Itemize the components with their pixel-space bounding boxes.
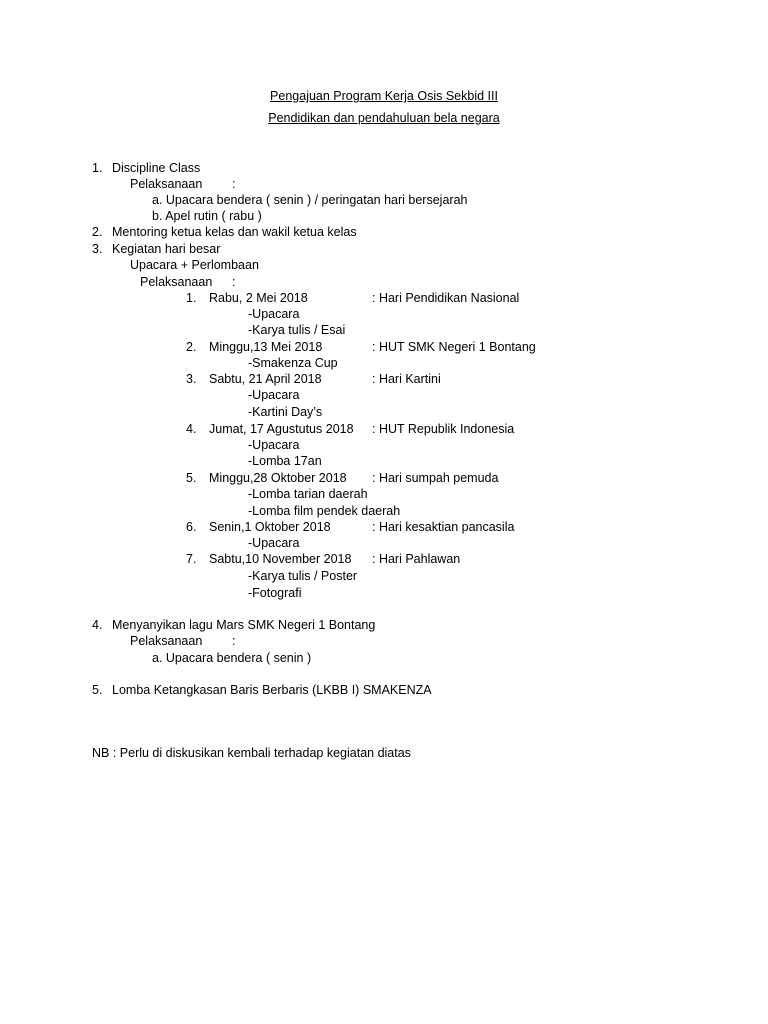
document-subtitle: Pendidikan dan pendahuluan bela negara <box>268 111 500 125</box>
section-4-colon: : <box>232 634 236 648</box>
event-3-date: Sabtu, 21 April 2018 <box>209 372 322 386</box>
event-6-number: 6. <box>186 520 197 534</box>
event-3-activity-1: -Upacara <box>248 388 300 402</box>
section-3-subtitle: Upacara + Perlombaan <box>130 258 259 272</box>
section-3-colon: : <box>232 275 236 289</box>
section-4-item-a: a. Upacara bendera ( senin ) <box>152 651 312 665</box>
section-2-title: Mentoring ketua kelas dan wakil ketua kelas <box>112 225 357 239</box>
event-7-number: 7. <box>186 552 197 566</box>
event-3-activity-2: -Kartini Day’s <box>248 405 323 419</box>
event-3-number: 3. <box>186 372 197 386</box>
event-5-activity-2: -Lomba film pendek daerah <box>248 504 401 518</box>
event-2-date: Minggu,13 Mei 2018 <box>209 340 323 354</box>
event-1-activity-2: -Karya tulis / Esai <box>248 323 346 337</box>
section-4-title: Menyanyikan lagu Mars SMK Negeri 1 Bontang <box>112 618 376 632</box>
event-5-number: 5. <box>186 471 197 485</box>
section-3-label: Pelaksanaan <box>140 275 213 289</box>
section-4-label: Pelaksanaan <box>130 634 203 648</box>
event-5-description: : Hari sumpah pemuda <box>372 471 499 485</box>
section-5-number: 5. <box>92 683 103 697</box>
section-1-title: Discipline Class <box>112 161 201 175</box>
event-1-description: : Hari Pendidikan Nasional <box>372 291 520 305</box>
section-1-colon: : <box>232 177 236 191</box>
closing-note: NB : Perlu di diskusikan kembali terhadap kegiatan diatas <box>92 746 411 760</box>
event-4-description: : HUT Republik Indonesia <box>372 422 515 436</box>
event-7-description: : Hari Pahlawan <box>372 552 461 566</box>
document-title: Pengajuan Program Kerja Osis Sekbid III <box>270 89 498 103</box>
section-1-item-b: b. Apel rutin ( rabu ) <box>152 209 262 223</box>
event-6-date: Senin,1 Oktober 2018 <box>209 520 331 534</box>
event-4-activity-1: -Upacara <box>248 438 300 452</box>
event-7-activity-2: -Fotografi <box>248 586 302 600</box>
section-5-title: Lomba Ketangkasan Baris Berbaris (LKBB I) SMAKENZA <box>112 683 432 697</box>
event-2-activity-1: -Smakenza Cup <box>248 356 338 370</box>
event-5-activity-1: -Lomba tarian daerah <box>248 487 368 501</box>
event-4-date: Jumat, 17 Agustutus 2018 <box>209 422 354 436</box>
section-3-title: Kegiatan hari besar <box>112 242 221 256</box>
section-3-number: 3. <box>92 242 103 256</box>
event-1-date: Rabu, 2 Mei 2018 <box>209 291 308 305</box>
event-6-activity-1: -Upacara <box>248 536 300 550</box>
event-1-number: 1. <box>186 291 197 305</box>
section-4-number: 4. <box>92 618 103 632</box>
event-1-activity-1: -Upacara <box>248 307 300 321</box>
section-1-item-a: a. Upacara bendera ( senin ) / peringatan hari bersejarah <box>152 193 468 207</box>
event-4-activity-2: -Lomba 17an <box>248 454 322 468</box>
section-1-number: 1. <box>92 161 103 175</box>
event-2-description: : HUT SMK Negeri 1 Bontang <box>372 340 536 354</box>
section-2-number: 2. <box>92 225 103 239</box>
section-1-label: Pelaksanaan <box>130 177 203 191</box>
event-5-date: Minggu,28 Oktober 2018 <box>209 471 347 485</box>
event-7-activity-1: -Karya tulis / Poster <box>248 569 358 583</box>
event-2-number: 2. <box>186 340 197 354</box>
event-7-date: Sabtu,10 November 2018 <box>209 552 352 566</box>
event-6-description: : Hari kesaktian pancasila <box>372 520 515 534</box>
event-4-number: 4. <box>186 422 197 436</box>
event-3-description: : Hari Kartini <box>372 372 441 386</box>
